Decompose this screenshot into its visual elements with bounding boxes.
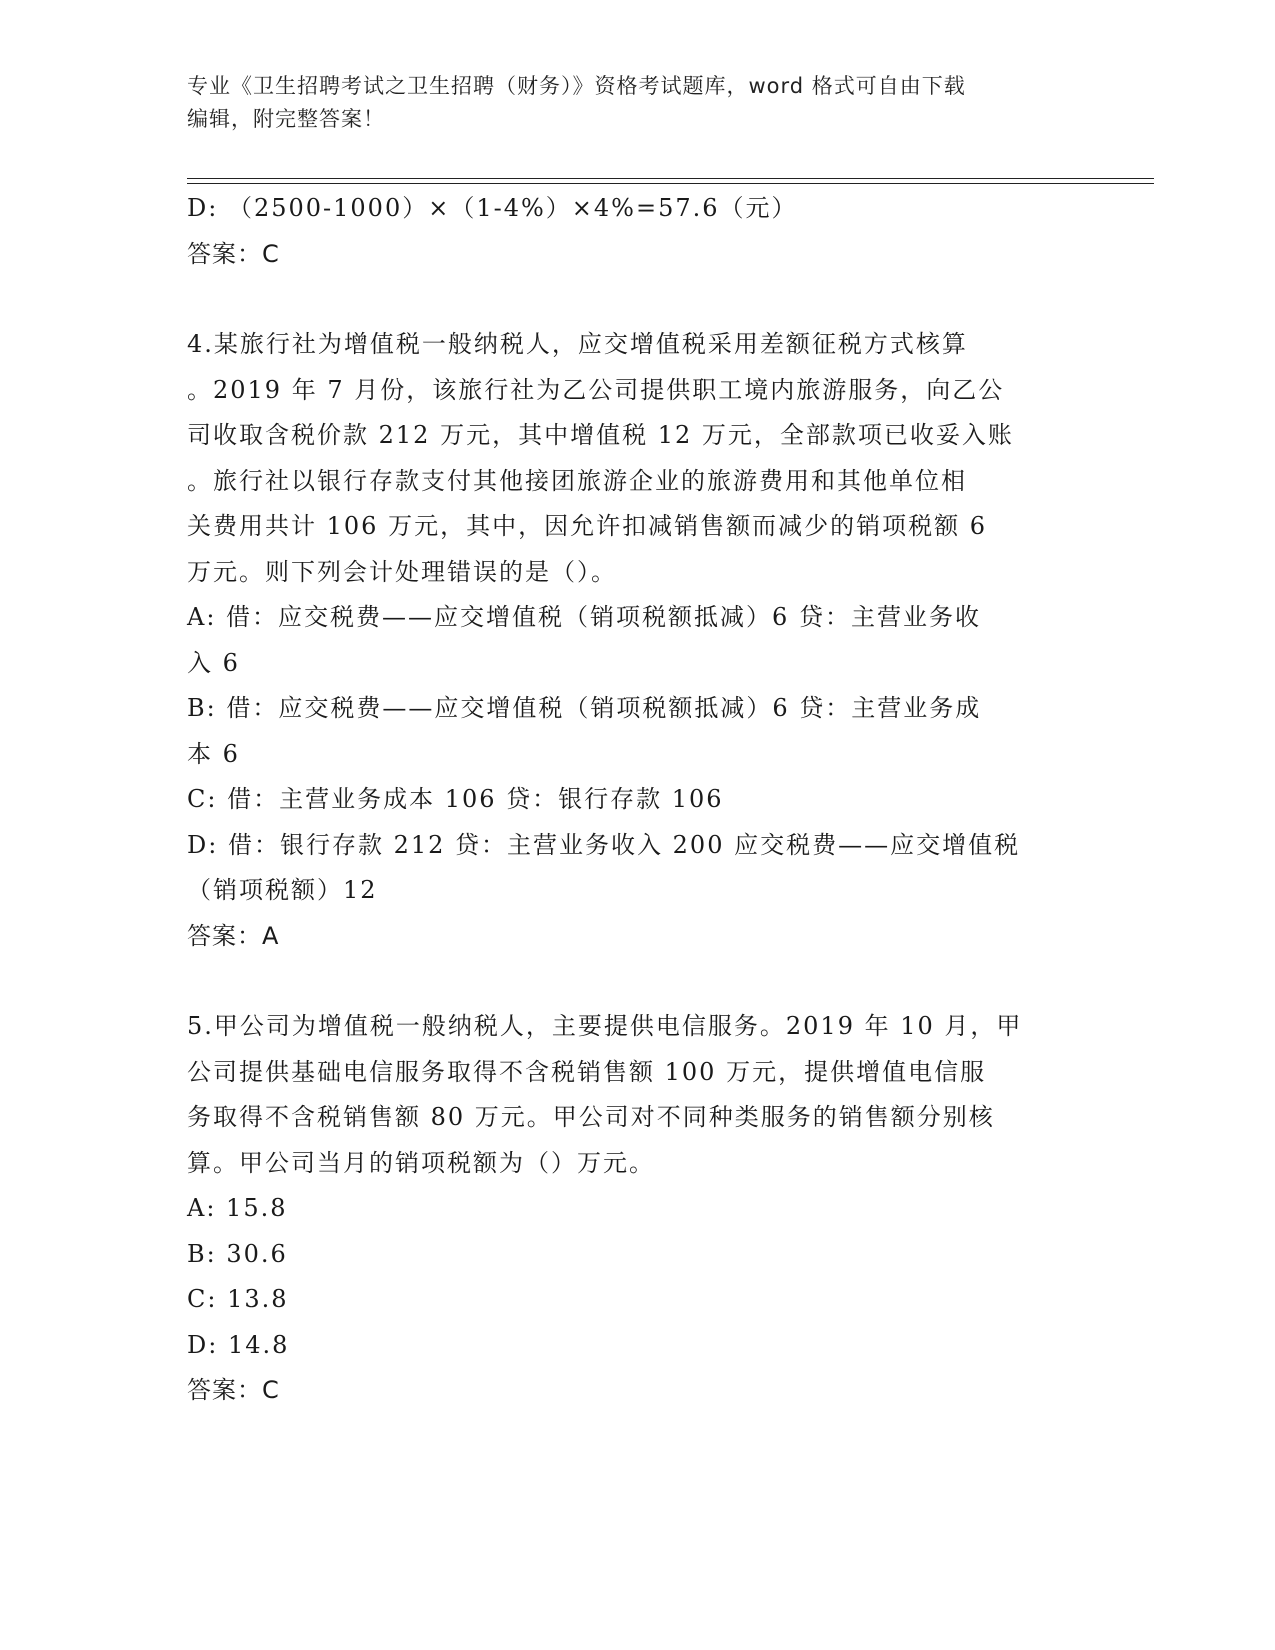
option-a: A: 借：应交税费——应交增值税（销项税额抵减）6 贷：主营业务收 [187,603,981,631]
question-stem-line: 万元。则下列会计处理错误的是（）。 [187,557,617,586]
spacer [187,959,1067,1004]
question-stem-line: 关费用共计 106 万元，其中，因允许扣减销售额而减少的销项税额 6 [187,512,987,540]
option-a-continued: 入 6 [187,648,240,677]
question-stem-line: 算。甲公司当月的销项税额为（）万元。 [187,1148,655,1177]
question-stem-line: 4.某旅行社为增值税一般纳税人，应交增值税采用差额征税方式核算 [187,330,968,358]
document-body [187,186,1067,1414]
answer: 答案：A [187,921,280,950]
option-b: B: 借：应交税费——应交增值税（销项税额抵减）6 贷：主营业务成 [187,694,982,722]
question-stem-line: 公司提供基础电信服务取得不含税销售额 100 万元，提供增值电信服 [187,1057,987,1086]
option-b: B: 30.6 [187,1239,288,1268]
option-b-continued: 本 6 [187,739,240,768]
header-line-1: 专业《卫生招聘考试之卫生招聘（财务）》资格考试题库，word 格式可自由下载 [187,74,966,98]
question-stem-line: 。旅行社以银行存款支付其他接团旅游企业的旅游费用和其他单位相 [187,466,967,495]
question-stem-line: 务取得不含税销售额 80 万元。甲公司对不同种类服务的销售额分别核 [187,1103,995,1131]
option-d: D: 借：银行存款 212 贷：主营业务收入 200 应交税费——应交增值税 [187,830,1021,859]
option-a: A: 15.8 [187,1194,288,1222]
answer: 答案：C [187,1376,280,1404]
option-d-continued: （销项税额）12 [187,876,378,904]
header-line-2: 编辑，附完整答案！ [187,107,385,131]
previous-question-tail [187,186,1067,277]
option-c: C: 13.8 [187,1285,289,1313]
option-d: D: 14.8 [187,1330,290,1359]
spacer [187,277,1067,322]
question-stem-line: 。2019 年 7 月份，该旅行社为乙公司提供职工境内旅游服务，向乙公 [187,375,1005,404]
option-c: C: 借：主营业务成本 106 贷：银行存款 106 [187,785,724,813]
question-stem-line: 司收取含税价款 212 万元，其中增值税 12 万元，全部款项已收妥入账 [187,421,1014,449]
answer: 答案：C [187,239,280,268]
option-d: D: （2500-1000）×（1-4%）×4%=57.6（元） [187,194,798,222]
question-5 [187,1004,1067,1414]
question-stem-line: 5.甲公司为增值税一般纳税人，主要提供电信服务。2019 年 10 月，甲 [187,1012,1023,1040]
question-4 [187,322,1067,959]
header-double-rule [187,178,1154,184]
page-header [187,70,1067,136]
